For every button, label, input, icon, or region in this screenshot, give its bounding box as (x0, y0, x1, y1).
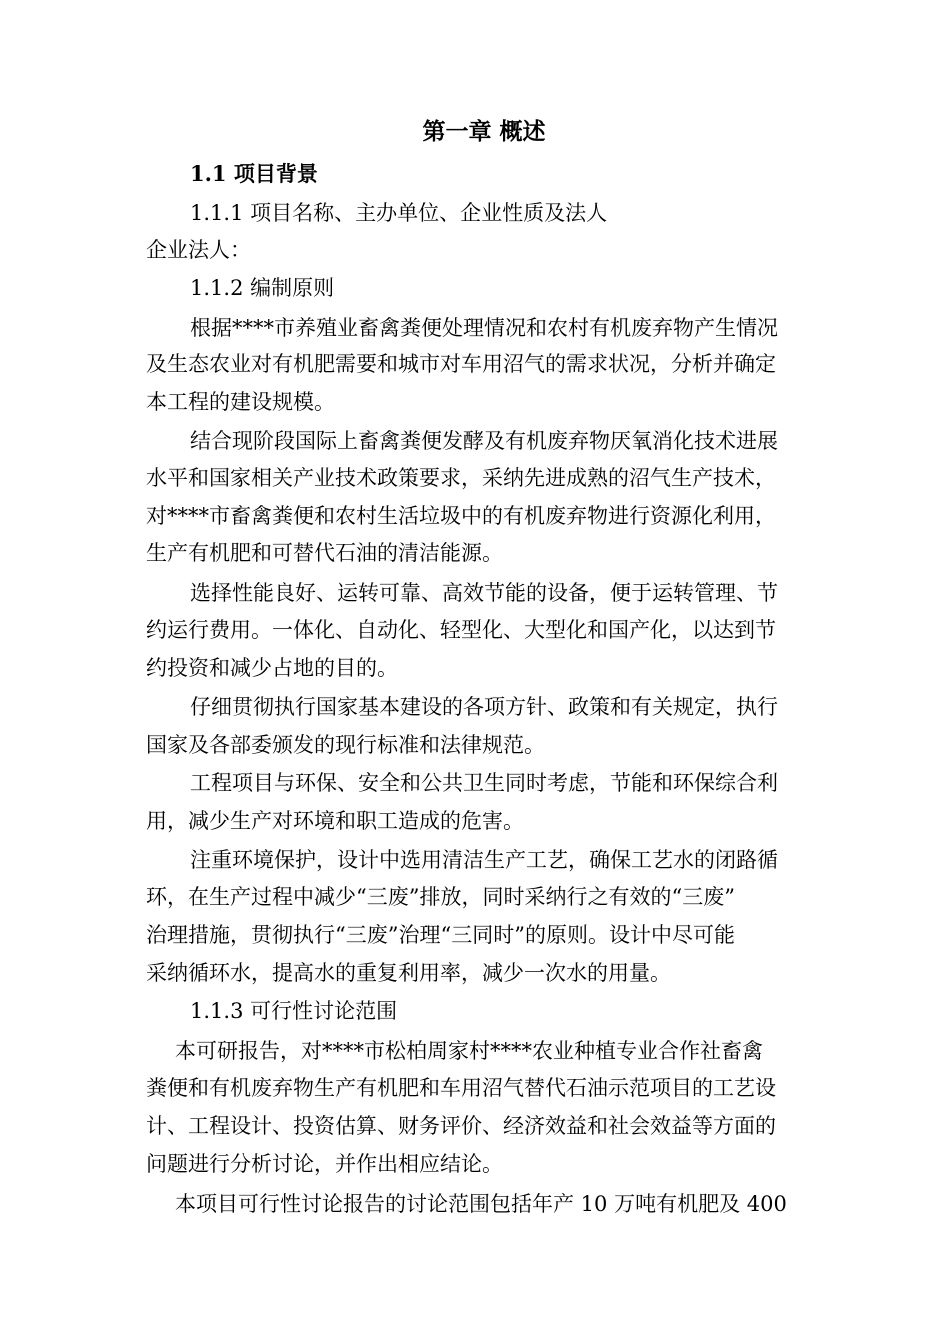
paragraph-line: 对****市畜禽粪便和农村生活垃圾中的有机废弃物进行资源化利用， (146, 504, 776, 528)
paragraph-line: 治理措施，贯彻执行“三废”治理“三同时”的原则。设计中尽可能 (146, 923, 735, 947)
paragraph-line: 选择性能良好、运转可靠、高效节能的设备，便于运转管理、节 (190, 581, 778, 605)
subsection-heading: 1.1.3 可行性讨论范围 (190, 999, 398, 1023)
paragraph-line: 约运行费用。一体化、自动化、轻型化、大型化和国产化，以达到节 (146, 618, 776, 642)
subsection-heading: 1.1.2 编制原则 (190, 276, 335, 300)
paragraph-line: 及生态农业对有机肥需要和城市对车用沼气的需求状况，分析并确定 (146, 352, 776, 376)
paragraph-line: 本可研报告，对****市松柏周家村****农业种植专业合作社畜禽 (175, 1039, 763, 1063)
paragraph-line: 水平和国家相关产业技术政策要求，采纳先进成熟的沼气生产技术， (146, 466, 776, 490)
subsection-heading: 1.1.1 项目名称、主办单位、企业性质及法人 (190, 201, 608, 225)
paragraph-line: 根据****市养殖业畜禽粪便处理情况和农村有机废弃物产生情况 (190, 316, 778, 340)
chapter-title: 第一章 概述 (422, 118, 546, 145)
paragraph-line: 本工程的建设规模。 (146, 390, 335, 414)
paragraph-line: 结合现阶段国际上畜禽粪便发酵及有机废弃物厌氧消化技术进展 (190, 429, 778, 453)
paragraph-line: 用，减少生产对环境和职工造成的危害。 (146, 809, 524, 833)
paragraph-line: 计、工程设计、投资估算、财务评价、经济效益和社会效益等方面的 (146, 1114, 776, 1138)
paragraph-line: 注重环境保护，设计中选用清洁生产工艺，确保工艺水的闭路循 (190, 848, 778, 872)
paragraph-line: 约投资和减少占地的目的。 (146, 656, 398, 680)
paragraph-line: 生产有机肥和可替代石油的清洁能源。 (146, 541, 503, 565)
paragraph-line: 工程项目与环保、安全和公共卫生同时考虑，节能和环保综合利 (190, 771, 778, 795)
paragraph-line: 国家及各部委颁发的现行标准和法律规范。 (146, 733, 545, 757)
paragraph-line: 仔细贯彻执行国家基本建设的各项方针、政策和有关规定，执行 (190, 695, 778, 719)
section-heading: 1.1 项目背景 (190, 161, 318, 186)
paragraph-line: 问题进行分析讨论，并作出相应结论。 (146, 1152, 503, 1176)
paragraph-line: 本项目可行性讨论报告的讨论范围包括年产 10 万吨有机肥及 400 (175, 1192, 787, 1216)
paragraph-line: 采纳循环水，提高水的重复利用率，减少一次水的用量。 (146, 961, 671, 985)
text-line: 企业法人： (146, 238, 251, 262)
paragraph-line: 粪便和有机废弃物生产有机肥和车用沼气替代石油示范项目的工艺设 (146, 1076, 776, 1100)
paragraph-line: 环，在生产过程中减少“三废”排放，同时采纳行之有效的“三废” (146, 885, 735, 909)
